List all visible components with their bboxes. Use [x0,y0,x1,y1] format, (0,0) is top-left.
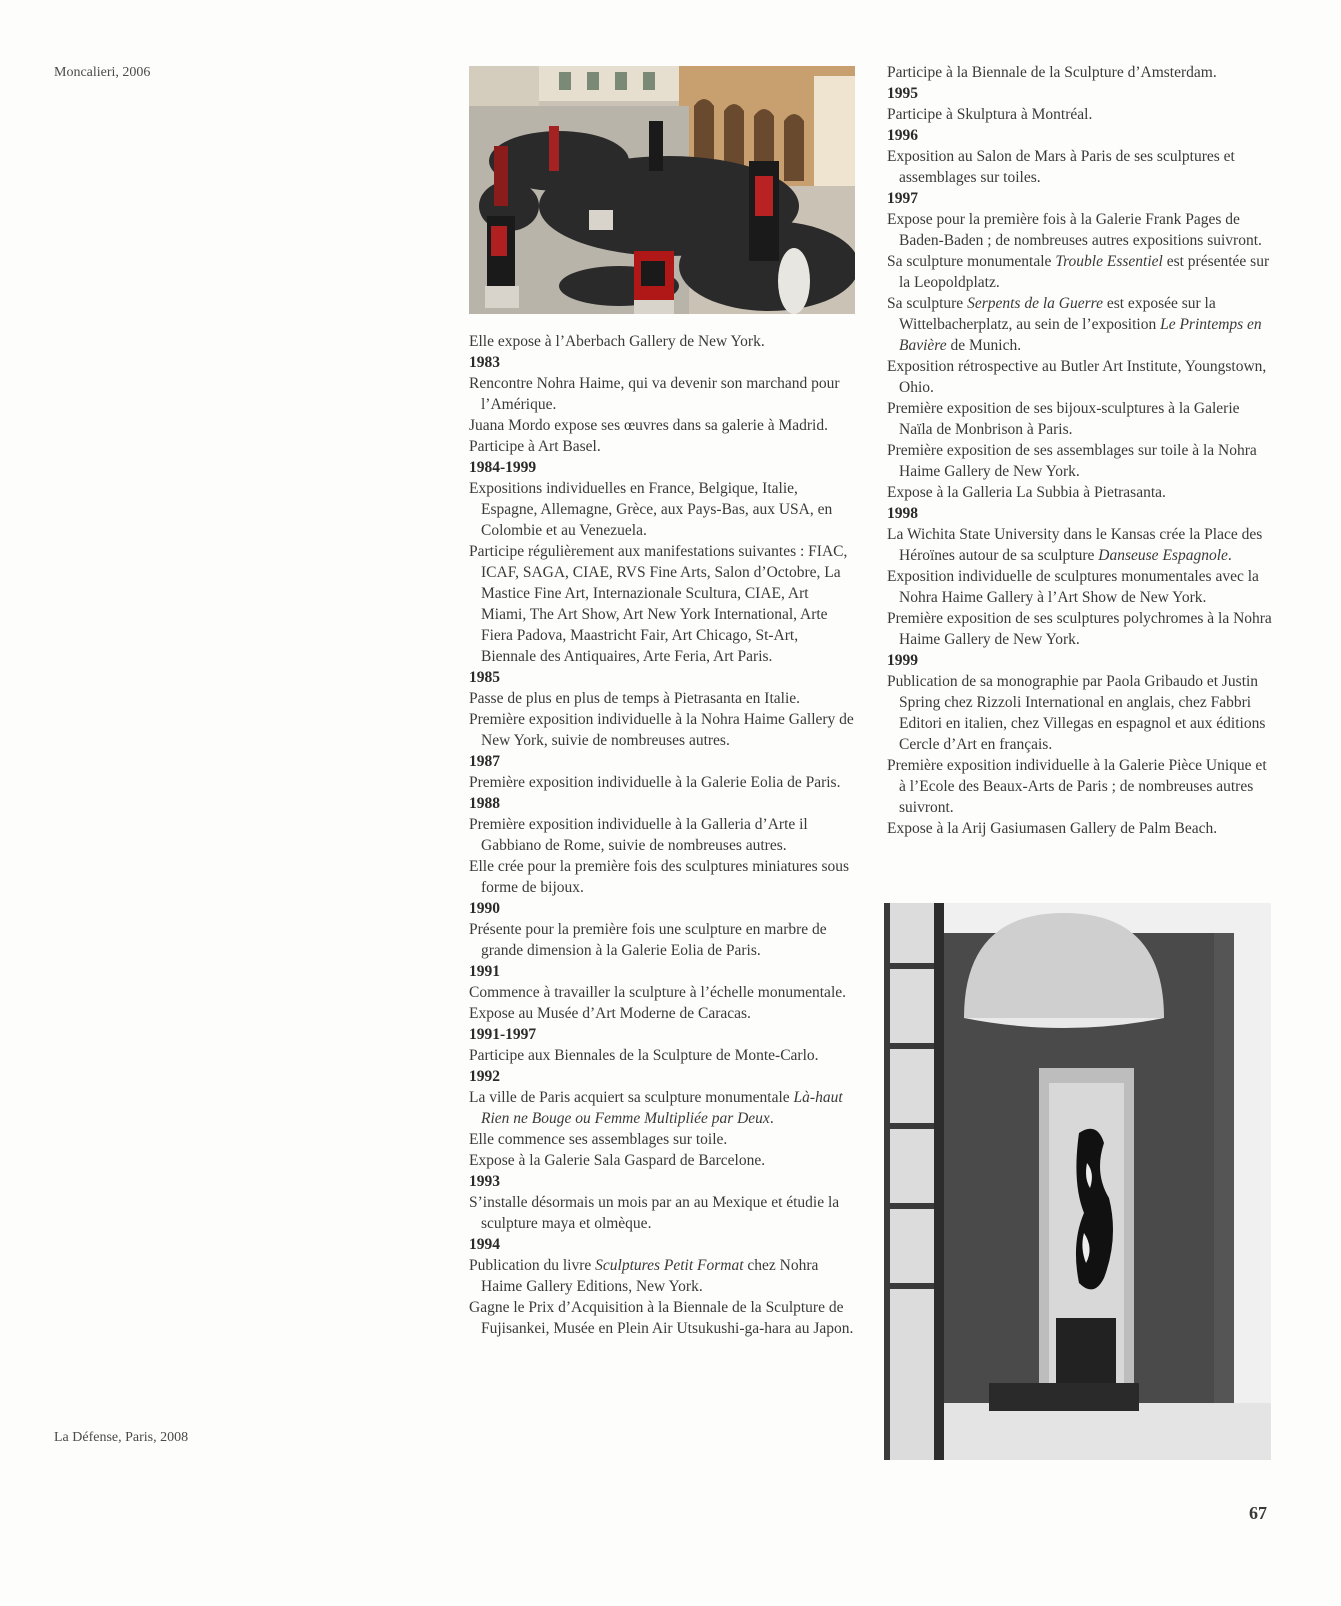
chronology-entry [469,1255,854,1297]
year-heading: 1994 [469,1236,500,1253]
chronology-entry [469,541,854,667]
chronology-entry [887,566,1272,608]
entry-text: Première exposition individuelle à la Galerie Pièce Unique et à l’Ecole des Beaux-Arts de Paris ; de nombreuses autres suivront. [887,757,1267,816]
entry-text: Première exposition de ses bijoux-sculptures à la Galerie Naïla de Monbrison à Paris. [887,400,1240,438]
year-heading: 1996 [887,127,918,144]
chronology-entry [887,251,1272,293]
chronology-entry [469,478,854,541]
year-heading: 1983 [469,354,500,371]
chronology-entry [469,1297,854,1339]
entry-text: Expositions individuelles en France, Belgique, Italie, Espagne, Allemagne, Grèce, aux Pays-Bas, aux USA, en Colombie et au Venezuela. [469,480,833,539]
entry-text: Sa sculpture [887,295,968,312]
chronology-column-right [887,62,1272,839]
moncalieri-photo [469,66,855,314]
chronology-entry [469,331,854,352]
entry-text: Participe à Art Basel. [469,438,601,455]
entry-text: Participe aux Biennales de la Sculpture de Monte-Carlo. [469,1047,819,1064]
chronology-entry [469,1003,854,1024]
chronology-entry [469,814,854,856]
chronology-entry [469,1087,854,1129]
entry-text: Sa sculpture monumentale [887,253,1056,270]
chronology-entry [469,688,854,709]
entry-text: est présentée sur la Leopoldplatz. [899,253,1270,291]
artwork-title: Sculptures Petit Format [595,1257,744,1274]
artwork-title: Danseuse Espagnole [1098,547,1228,564]
chronology-entry [469,415,854,436]
chronology-entry [887,755,1272,818]
chronology-entry [469,982,854,1003]
artwork-title: Là-haut Rien ne Bouge ou Femme Multipliée par Deux [481,1089,843,1127]
artwork-title: Serpents de la Guerre [967,295,1103,312]
page-number: 67 [1249,1503,1267,1523]
chronology-entry [887,524,1272,566]
entry-text: . [769,1110,774,1127]
chronology-entry [887,482,1272,503]
chronology-entry [469,373,854,415]
entry-text: Participe à la Biennale de la Sculpture d’Amsterdam. [887,64,1217,81]
entry-text: Expose au Musée d’Art Moderne de Caracas. [469,1005,751,1022]
year-heading: 1985 [469,669,500,686]
entry-text: Expose à la Galerie Sala Gaspard de Barcelone. [469,1152,766,1169]
entry-text: Expose à la Galleria La Subbia à Pietrasanta. [887,484,1166,501]
entry-text: Elle commence ses assemblages sur toile. [469,1131,728,1148]
entry-text: La Wichita State University dans le Kansas crée la Place des Héroïnes autour de sa sculpture [887,526,1263,564]
entry-text: S’installe désormais un mois par an au Mexique et étudie la sculpture maya et olmèque. [469,1194,840,1232]
chronology-entry [469,856,854,898]
chronology-entry [469,1045,854,1066]
chronology-entry [887,818,1272,839]
entry-text: La ville de Paris acquiert sa sculpture monumentale [469,1089,794,1106]
year-heading: 1992 [469,1068,500,1085]
photo-caption-la-defense: La Défense, Paris, 2008 [54,1430,189,1445]
chronology-entry [469,772,854,793]
year-heading: 1987 [469,753,500,770]
entry-text: Juana Mordo expose ses œuvres dans sa galerie à Madrid. [469,417,828,434]
year-heading: 1988 [469,795,500,812]
entry-text: Elle crée pour la première fois des sculptures miniatures sous forme de bijoux. [469,858,850,896]
chronology-entry [887,440,1272,482]
entry-text: Exposition au Salon de Mars à Paris de ses sculptures et assemblages sur toiles. [887,148,1235,186]
artwork-title: Trouble Essentiel [1055,253,1163,270]
chronology-column-left [469,331,854,1339]
chronology-entry [469,919,854,961]
year-heading: 1993 [469,1173,500,1190]
entry-text: Expose à la Arij Gasiumasen Gallery de Palm Beach. [887,820,1218,837]
year-heading: 1991-1997 [469,1026,537,1043]
year-heading: 1997 [887,190,918,207]
entry-text: Passe de plus en plus de temps à Pietrasanta en Italie. [469,690,801,707]
entry-text: Gagne le Prix d’Acquisition à la Biennale de la Sculpture de Fujisankei, Musée en Plein Air Utsukushi-ga-hara au Japon. [469,1299,854,1337]
entry-text: Première exposition de ses assemblages sur toile à la Nohra Haime Gallery de New York. [887,442,1257,480]
entry-text: Présente pour la première fois une sculpture en marbre de grande dimension à la Galerie Eolia de Paris. [469,921,827,959]
year-heading: 1990 [469,900,500,917]
year-heading: 1999 [887,652,918,669]
chronology-entry [887,356,1272,398]
chronology-entry [887,62,1272,83]
entry-text: Première exposition de ses sculptures polychromes à la Nohra Haime Gallery de New York. [887,610,1272,648]
chronology-entry [887,146,1272,188]
entry-text: Première exposition individuelle à la Nohra Haime Gallery de New York, suivie de nombreuses autres. [469,711,854,749]
entry-text: Publication du livre [469,1257,596,1274]
year-heading: 1984-1999 [469,459,537,476]
entry-text: Première exposition individuelle à la Galerie Eolia de Paris. [469,774,841,791]
chronology-entry [469,1192,854,1234]
chronology-entry [469,1129,854,1150]
photo-caption-moncalieri: Moncalieri, 2006 [54,65,151,80]
entry-text: Participe à Skulptura à Montréal. [887,106,1093,123]
chronology-entry [887,608,1272,650]
chronology-entry [887,104,1272,125]
entry-text: Expose pour la première fois à la Galerie Frank Pages de Baden-Baden ; de nombreuses autres expositions suivront. [887,211,1262,249]
chronology-entry [469,436,854,457]
entry-text: Elle expose à l’Aberbach Gallery de New York. [469,333,765,350]
la-defense-photo [884,903,1271,1460]
chronology-entry [887,209,1272,251]
entry-text: Participe régulièrement aux manifestations suivantes : FIAC, ICAF, SAGA, CIAE, RVS Fine Arts, Salon d’Octobre, La Mastice Fine Art, Internazionale Scultura, CIAE, Art Miami, The Art Show, Art New York International, Arte Fiera Padova, Maastricht Fair, Art Chicago, St-Art, Biennale des Antiquaires, Arte Feria, Art Paris. [469,543,848,665]
chronology-entry [887,398,1272,440]
entry-text: Publication de sa monographie par Paola Gribaudo et Justin Spring chez Rizzoli International en anglais, chez Fabbri Editori en italien, chez Villegas en espagnol et aux éditions Cercle d’Art en français. [887,673,1266,753]
entry-text: chez Nohra Haime Gallery Editions, New York. [481,1257,819,1295]
year-heading: 1991 [469,963,500,980]
entry-text: Exposition rétrospective au Butler Art Institute, Youngstown, Ohio. [887,358,1267,396]
entry-text: est exposée sur la Wittelbacherplatz, au sein de l’exposition [899,295,1216,333]
entry-text: Rencontre Nohra Haime, qui va devenir son marchand pour l’Amérique. [469,375,840,413]
entry-text: . [1227,547,1232,564]
entry-text: Exposition individuelle de sculptures monumentales avec la Nohra Haime Gallery à l’Art Show de New York. [887,568,1259,606]
artwork-title: Le Printemps en Bavière [899,316,1262,354]
entry-text: Commence à travailler la sculpture à l’échelle monumentale. [469,984,847,1001]
chronology-entry [469,1150,854,1171]
chronology-entry [887,671,1272,755]
year-heading: 1995 [887,85,918,102]
chronology-entry [887,293,1272,356]
chronology-entry [469,709,854,751]
entry-text: Première exposition individuelle à la Galleria d’Arte il Gabbiano de Rome, suivie de nombreuses autres. [469,816,808,854]
entry-text: de Munich. [946,337,1022,354]
year-heading: 1998 [887,505,918,522]
